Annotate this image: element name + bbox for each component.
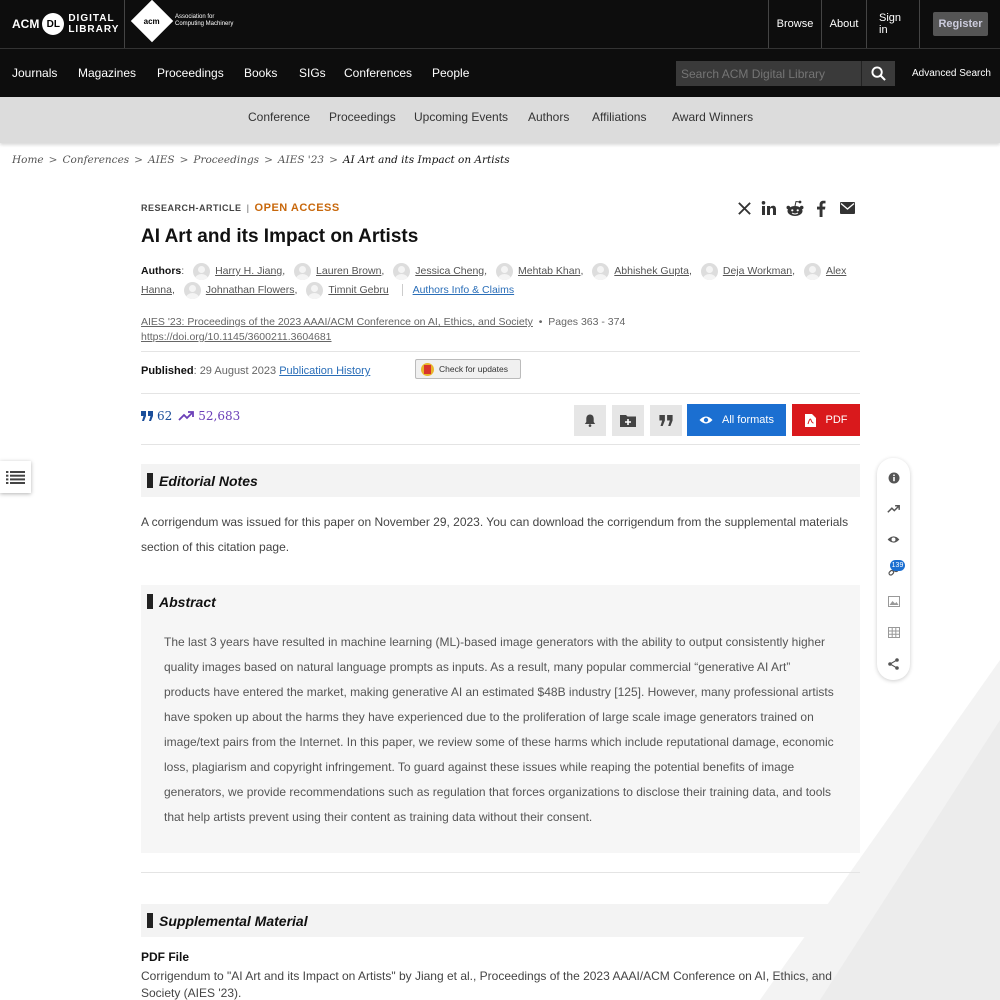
author-link[interactable]: Jessica Cheng: [415, 265, 485, 277]
abstract-heading: [141, 585, 860, 618]
acm-words: [175, 14, 233, 28]
rail-info[interactable]: [887, 471, 900, 484]
logo-acm-text: ACM: [12, 17, 40, 31]
download-count[interactable]: 52,683: [198, 409, 241, 423]
pages: Pages 363 - 374: [548, 316, 626, 328]
divider: [141, 351, 860, 352]
nav-proceedings[interactable]: Proceedings: [157, 66, 224, 80]
rail-tables[interactable]: [887, 626, 900, 639]
quote-icon: [659, 415, 673, 426]
breadcrumb-sep: >: [48, 154, 58, 166]
rail-share[interactable]: [887, 657, 900, 670]
breadcrumb-proceedings[interactable]: Proceedings: [193, 154, 260, 166]
acm-logo[interactable]: [137, 6, 233, 36]
info-icon: [888, 472, 900, 484]
advanced-search-link[interactable]: Advanced Search: [912, 68, 991, 79]
avatar: [184, 282, 201, 299]
article-title: AI Art and its Impact on Artists: [141, 226, 419, 247]
author-link[interactable]: Timnit Gebru: [328, 284, 389, 296]
nav-journals[interactable]: Journals: [12, 66, 58, 80]
avatar: [804, 263, 821, 280]
avatar: [306, 282, 323, 299]
trending-icon: [178, 410, 194, 422]
rail-figures[interactable]: [887, 595, 900, 608]
authors-label: Authors: [141, 265, 182, 277]
breadcrumb-aies[interactable]: AIES: [147, 154, 175, 166]
breadcrumb-sep: >: [179, 154, 189, 166]
search-input[interactable]: [676, 61, 861, 86]
divider: [141, 872, 860, 873]
trending-icon: [887, 504, 900, 514]
all-formats-button[interactable]: [687, 404, 786, 436]
authors-info-link[interactable]: Authors Info & Claims: [402, 284, 515, 296]
doi-link[interactable]: https://doi.org/10.1145/3600211.3604681: [141, 331, 332, 343]
supplemental-title: Supplemental Material: [159, 912, 308, 929]
subnav-affiliations[interactable]: Affiliations: [592, 110, 647, 124]
authors-list: Authors: Harry H. Jiang, Lauren Brown, Jessica Cheng, Mehtab Khan, Abhishek Gupta, Deja Workman, Alex Hanna, Johnathan Flowers, Timnit Gebru Authors Info & Claims: [141, 262, 861, 300]
logo-dl-circle: DL: [42, 13, 64, 35]
pdf-icon: [805, 414, 816, 427]
published-label: Published: [141, 365, 194, 377]
breadcrumb-home[interactable]: Home: [12, 154, 44, 166]
breadcrumb-sep: >: [264, 154, 273, 166]
nav-books[interactable]: Books: [244, 66, 278, 80]
avatar: [701, 263, 718, 280]
acm-diamond-text: acm: [143, 16, 161, 26]
heading-marker: [147, 473, 153, 488]
author-link[interactable]: Abhishek Gupta: [614, 265, 690, 277]
alert-button[interactable]: [574, 405, 606, 436]
divider: [141, 444, 860, 445]
share-email[interactable]: [838, 199, 856, 217]
share-x[interactable]: [735, 199, 753, 217]
share-reddit[interactable]: [786, 199, 804, 217]
share-icon: [888, 658, 899, 670]
bullet: •: [535, 316, 549, 328]
subnav-award-winners[interactable]: Award Winners: [672, 110, 754, 124]
avatar: [496, 263, 513, 280]
author-link[interactable]: Mehtab Khan: [517, 265, 581, 277]
avatar: [592, 263, 609, 280]
avatar: [294, 263, 311, 280]
breadcrumb-sep: >: [134, 154, 143, 166]
bell-icon: [584, 414, 596, 427]
pdf-button[interactable]: [792, 404, 860, 436]
published-date: 29 August 2023: [199, 365, 277, 377]
table-icon: [888, 627, 900, 638]
rail-metrics[interactable]: [887, 502, 900, 515]
pdf-label: PDF: [825, 414, 848, 426]
acm-words-line1: Association for: [175, 14, 215, 20]
image-icon: [888, 596, 900, 607]
about-link[interactable]: About: [821, 0, 866, 48]
article-metrics: [141, 409, 240, 423]
add-to-binder-button[interactable]: [612, 405, 644, 436]
logo-words: [68, 13, 119, 35]
heading-marker: [147, 913, 153, 928]
register-button[interactable]: Register: [933, 12, 988, 36]
all-formats-label: All formats: [722, 414, 774, 426]
article-type: RESEARCH-ARTICLE: [141, 203, 242, 213]
abstract-text: The last 3 years have resulted in machine learning (ML)-based image generators with the ability to output consistently higher quality images based on natural language prompts as inputs. As a result, many popular commercial “generative AI Art” products have entered the market, making generative AI an estimated $48B industry [125]. However, many professional artists have spoken up about the harms they have experienced due to the proliferation of large scale image generators trained on image/text pairs from the Internet. In this paper, we review some of these harms which include reputational damage, economic loss, plagiarism and copyright infringement. To guard against these issues while reaping the potential benefits of image generators, we provide recommendations such as regulation that forces organizations to disclose their training data, and tools that help artists prevent using their content as training data without their consent.: [164, 635, 834, 824]
divider: [141, 393, 860, 394]
references-count-badge: 139: [891, 562, 904, 569]
avatar: [393, 263, 410, 280]
cite-button[interactable]: [650, 405, 682, 436]
subnav-authors[interactable]: Authors: [528, 110, 570, 124]
avatar: [193, 263, 210, 280]
acm-words-line2: Computing Machinery: [175, 21, 234, 27]
editorial-notes-text: A corrigendum was issued for this paper on November 29, 2023. You can download the corrigendum from the supplemental materials section of this citation page.: [141, 515, 849, 554]
reddit-icon: [786, 200, 804, 217]
abstract-title: Abstract: [159, 593, 216, 610]
eye-icon: [887, 535, 900, 544]
acm-dl-logo[interactable]: [12, 10, 119, 38]
rail-formats[interactable]: [887, 533, 900, 546]
main-nav: [0, 48, 1000, 97]
nav-people[interactable]: People: [432, 66, 470, 80]
author-link[interactable]: Lauren Brown: [316, 265, 382, 277]
open-access-label: OPEN ACCESS: [254, 202, 340, 214]
list-icon: [6, 471, 25, 484]
author-link[interactable]: Harry H. Jiang: [215, 265, 283, 277]
logo-line2: LIBRARY: [68, 24, 120, 35]
share-linkedin[interactable]: [760, 199, 778, 217]
nav-conferences[interactable]: Conferences: [344, 66, 413, 80]
breadcrumb: [12, 154, 510, 166]
check-for-updates-button[interactable]: [415, 359, 521, 379]
breadcrumb-sep: >: [329, 154, 338, 166]
heading-marker: [147, 594, 153, 609]
facebook-icon: [816, 200, 826, 217]
x-icon: [737, 201, 752, 216]
supplemental-description: Corrigendum to "AI Art and its Impact on Artists" by Jiang et al., Proceedings of the 2023 AAAI/ACM Conference on AI, Ethics, and Society (AIES '23).: [141, 969, 832, 1000]
browse-link[interactable]: Browse: [768, 0, 821, 48]
nav-sigs[interactable]: SIGs: [299, 66, 326, 80]
breadcrumb-conferences[interactable]: Conferences: [62, 154, 130, 166]
author-link[interactable]: Deja Workman: [722, 265, 793, 277]
supplemental-file-label: PDF File: [141, 950, 190, 964]
crossmark-icon: [421, 363, 434, 376]
conference-subnav: [0, 97, 1000, 143]
published-info: Published: 29 August 2023 Publication History: [141, 365, 371, 377]
search-icon: [871, 66, 886, 81]
breadcrumb-aies23[interactable]: AIES '23: [277, 154, 325, 166]
eye-icon: [699, 415, 713, 425]
subnav-upcoming-events[interactable]: Upcoming Events: [414, 110, 509, 124]
kicker-divider: |: [246, 203, 250, 213]
folder-plus-icon: [620, 414, 636, 427]
breadcrumb-current: AI Art and its Impact on Artists: [342, 154, 510, 166]
publication-history-link[interactable]: Publication History: [279, 365, 371, 377]
proceedings-link[interactable]: AIES '23: Proceedings of the 2023 AAAI/ACM Conference on AI, Ethics, and Society: [141, 316, 533, 328]
subnav-proceedings[interactable]: Proceedings: [329, 110, 396, 124]
author-link[interactable]: Johnathan Flowers: [205, 284, 295, 296]
supplemental-heading: [141, 904, 860, 937]
citation-count[interactable]: 62: [157, 409, 173, 423]
subnav-conference[interactable]: Conference: [248, 110, 311, 124]
acm-diamond: [131, 0, 173, 42]
top-bar: [0, 0, 1000, 48]
editorial-notes-title: Editorial Notes: [159, 472, 258, 489]
share-facebook[interactable]: [812, 199, 830, 217]
sign-in-link[interactable]: Sign in: [866, 0, 920, 48]
citation-icon: [141, 411, 153, 421]
email-icon: [840, 202, 855, 214]
toc-toggle-button[interactable]: [0, 461, 31, 493]
search-button[interactable]: [861, 61, 895, 86]
logo-line1: DIGITAL: [68, 13, 115, 24]
linkedin-icon: [761, 200, 777, 216]
check-updates-label: Check for updates: [439, 364, 508, 374]
nav-magazines[interactable]: Magazines: [78, 66, 137, 80]
editorial-notes-heading: [141, 464, 860, 497]
author-link[interactable]: Hanna: [141, 284, 172, 296]
article-kicker: [141, 202, 340, 214]
author-link[interactable]: Alex: [825, 265, 847, 277]
proceedings-info: [141, 315, 625, 345]
logo-divider: [124, 0, 125, 48]
